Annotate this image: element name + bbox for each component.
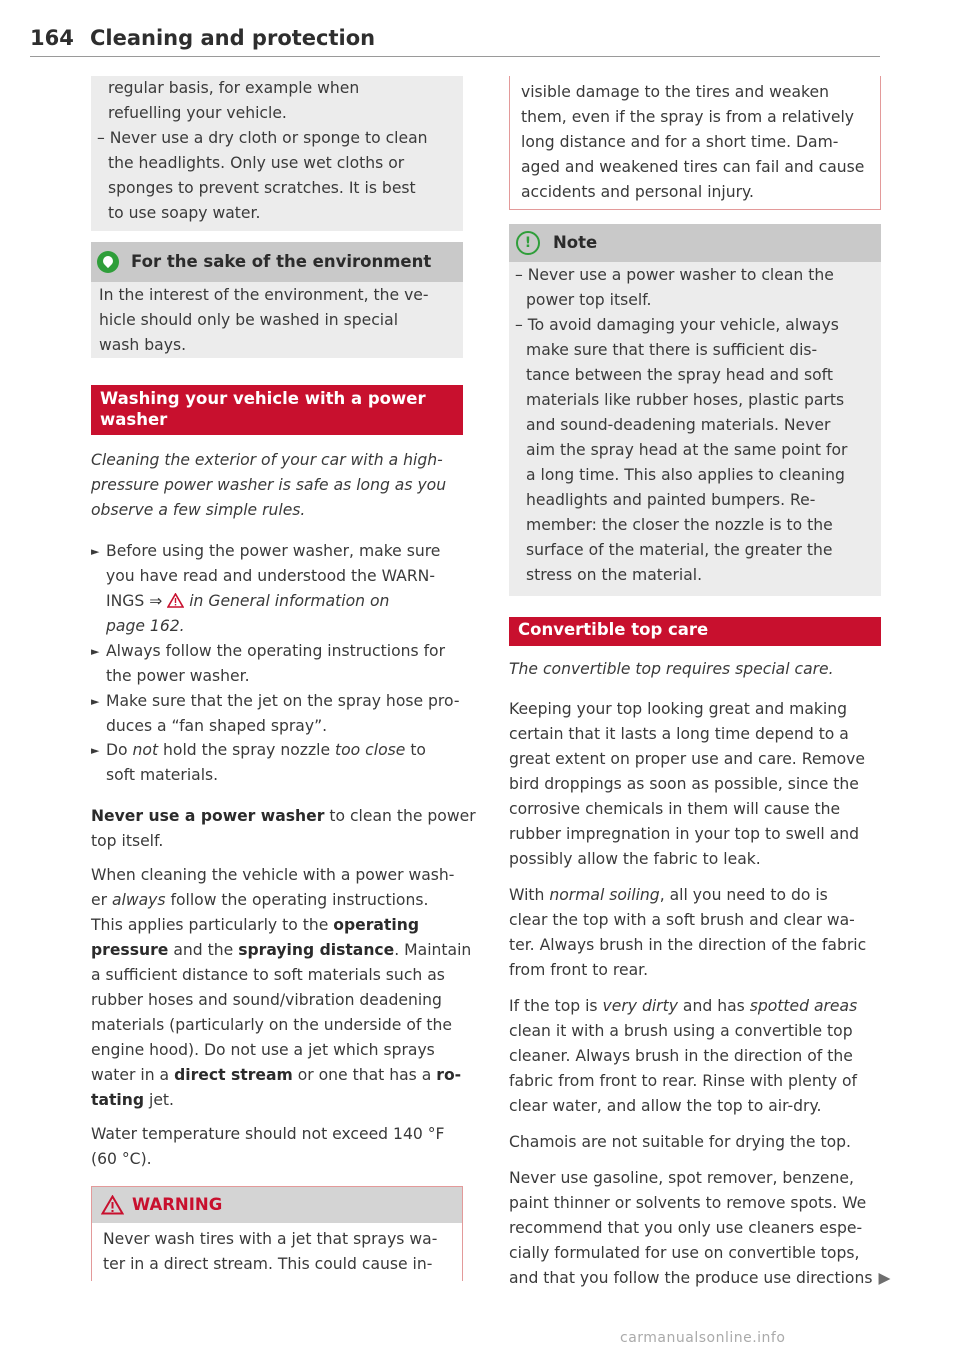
paragraph-line: pressure and the spraying distance. Maintain <box>91 941 472 959</box>
text-line: hicle should only be washed in special <box>99 311 399 329</box>
section-heading-line: Washing your vehicle with a power <box>100 389 426 408</box>
text-line: make sure that there is sufficient dis- <box>526 341 818 359</box>
paragraph-line: clean it with a brush using a convertible top <box>509 1022 853 1040</box>
text-line: – Never use a dry cloth or sponge to clean <box>97 129 428 147</box>
continue-icon: ▶ <box>878 1269 891 1287</box>
text-line: and sound-deadening materials. Never <box>526 416 831 434</box>
text-line: aim the spray head at the same point for <box>526 441 848 459</box>
text-line: accidents and personal injury. <box>521 183 754 201</box>
warning-header <box>92 1187 462 1223</box>
top-note-box <box>91 76 463 231</box>
text-line: Never wash tires with a jet that sprays wa- <box>103 1230 438 1248</box>
paragraph-line: cially formulated for use on convertible tops, <box>509 1244 860 1262</box>
note-header <box>509 224 881 262</box>
paragraph-line: top itself. <box>91 832 164 850</box>
text-line: In the interest of the environment, the ve- <box>99 286 429 304</box>
environment-title: For the sake of the environment <box>131 252 432 271</box>
paragraph-line: Water temperature should not exceed 140 °F <box>91 1125 445 1143</box>
page-header <box>30 24 880 57</box>
paragraph-line: If the top is very dirty and has spotted areas <box>509 997 858 1015</box>
intro-line: Cleaning the exterior of your car with a high- <box>91 451 443 469</box>
environment-header <box>91 242 463 282</box>
bullet-arrow-icon: ► <box>91 744 100 757</box>
section-heading-line: washer <box>100 410 168 429</box>
paragraph-line: rubber impregnation in your top to swell and <box>509 825 860 843</box>
text-line: tance between the spray head and soft <box>526 366 833 384</box>
bullet-line: duces a “fan shaped spray”. <box>106 717 328 735</box>
paragraph-line: water in a direct stream or one that has a ro- <box>91 1066 462 1084</box>
watermark: carmanualsonline.info <box>620 1330 786 1346</box>
warning-icon <box>167 593 184 608</box>
paragraph-line: corrosive chemicals in them will cause the <box>509 800 841 818</box>
paragraph-line: Chamois are not suitable for drying the top. <box>509 1133 851 1151</box>
text-line: them, even if the spray is from a relatively <box>521 108 855 126</box>
paragraph-line: This applies particularly to the operating <box>91 916 419 934</box>
bullet-line: Do not hold the spray nozzle too close to <box>106 741 426 759</box>
paragraph-line: Never use a power washer to clean the power <box>91 807 476 825</box>
text-line: ter in a direct stream. This could cause in- <box>103 1255 433 1273</box>
text-line: to use soapy water. <box>108 204 261 222</box>
paragraph-line: cleaner. Always brush in the direction of the <box>509 1047 853 1065</box>
paragraph-line: recommend that you only use cleaners espe- <box>509 1219 863 1237</box>
paragraph-line: engine hood). Do not use a jet which sprays <box>91 1041 435 1059</box>
section-heading-power-washer <box>91 385 463 435</box>
paragraph-line: great extent on proper use and care. Remove <box>509 750 865 768</box>
paragraph-line: certain that it lasts a long time depend to a <box>509 725 849 743</box>
text-line: refuelling your vehicle. <box>108 104 287 122</box>
bullet-line: you have read and understood the WARN- <box>106 567 435 585</box>
text-line: – To avoid damaging your vehicle, always <box>515 316 839 334</box>
section-heading-convertible-top <box>509 617 881 646</box>
paragraph-line: Never use gasoline, spot remover, benzene, <box>509 1169 854 1187</box>
note-title: Note <box>553 233 598 252</box>
intro-line: observe a few simple rules. <box>91 501 306 519</box>
text-line: aged and weakened tires can fail and cause <box>521 158 865 176</box>
paragraph-line: bird droppings as soon as possible, since the <box>509 775 859 793</box>
text-line: the headlights. Only use wet cloths or <box>108 154 405 172</box>
text-line: member: the closer the nozzle is to the <box>526 516 833 534</box>
text-line: visible damage to the tires and weaken <box>521 83 829 101</box>
environment-box <box>91 282 463 358</box>
warning-icon <box>101 1195 124 1215</box>
paragraph-line: When cleaning the vehicle with a power wash- <box>91 866 455 884</box>
paragraph-line: from front to rear. <box>509 961 649 979</box>
text-line: long distance and for a short time. Dam- <box>521 133 839 151</box>
note-icon: ! <box>516 231 540 255</box>
bullet-line: page 162. <box>106 617 185 635</box>
bullet-line: the power washer. <box>106 667 250 685</box>
bullet-line: INGS ⇒ in General information on <box>106 592 390 610</box>
paragraph-line: tating jet. <box>91 1091 175 1109</box>
paragraph-line: With normal soiling, all you need to do is <box>509 886 828 904</box>
text-line: regular basis, for example when <box>108 79 360 97</box>
text-line: – Never use a power washer to clean the <box>515 266 834 284</box>
header-section-title: Cleaning and protection <box>90 26 376 50</box>
paragraph-line: possibly allow the fabric to leak. <box>509 850 761 868</box>
bullet-line: Make sure that the jet on the spray hose pro- <box>106 692 460 710</box>
intro-line: pressure power washer is safe as long as you <box>91 476 447 494</box>
warning-title: WARNING <box>132 1195 223 1214</box>
section-heading-line: Convertible top care <box>518 620 709 639</box>
text-line: wash bays. <box>99 336 187 354</box>
paragraph-line: Keeping your top looking great and making <box>509 700 848 718</box>
paragraph-line: paint thinner or solvents to remove spots. We <box>509 1194 867 1212</box>
paragraph-line: clear water, and allow the top to air-dry. <box>509 1097 822 1115</box>
bullet-arrow-icon: ► <box>91 545 100 558</box>
paragraph-line: rubber hoses and sound/vibration deadening <box>91 991 442 1009</box>
text-line: surface of the material, the greater the <box>526 541 833 559</box>
paragraph-line: ter. Always brush in the direction of the fabric <box>509 936 867 954</box>
text-line: power top itself. <box>526 291 652 309</box>
bullet-line: Always follow the operating instructions for <box>106 642 446 660</box>
paragraph-line: a sufficient distance to soft materials such as <box>91 966 445 984</box>
paragraph-line: clear the top with a soft brush and clear wa- <box>509 911 855 929</box>
text-line: materials like rubber hoses, plastic parts <box>526 391 845 409</box>
text-line: stress on the material. <box>526 566 703 584</box>
note-box <box>509 262 881 596</box>
warning-box <box>91 1186 463 1281</box>
bullet-line: soft materials. <box>106 766 219 784</box>
warning-continued-box <box>509 76 881 210</box>
bullet-arrow-icon: ► <box>91 645 100 658</box>
bullet-arrow-icon: ► <box>91 695 100 708</box>
intro-line: The convertible top requires special care. <box>509 660 834 678</box>
paragraph-line: and that you follow the produce use directions ▶ <box>509 1266 890 1291</box>
bullet-line: Before using the power washer, make sure <box>106 542 441 560</box>
page-number: 164 <box>30 26 74 50</box>
paragraph-line: er always follow the operating instructions. <box>91 891 429 909</box>
environment-icon <box>97 251 119 273</box>
paragraph-line: materials (particularly on the underside of the <box>91 1016 452 1034</box>
text-line: headlights and painted bumpers. Re- <box>526 491 816 509</box>
text-line: a long time. This also applies to cleaning <box>526 466 845 484</box>
paragraph-line: (60 °C). <box>91 1150 152 1168</box>
paragraph-line: fabric from front to rear. Rinse with plenty of <box>509 1072 858 1090</box>
text-line: sponges to prevent scratches. It is best <box>108 179 416 197</box>
